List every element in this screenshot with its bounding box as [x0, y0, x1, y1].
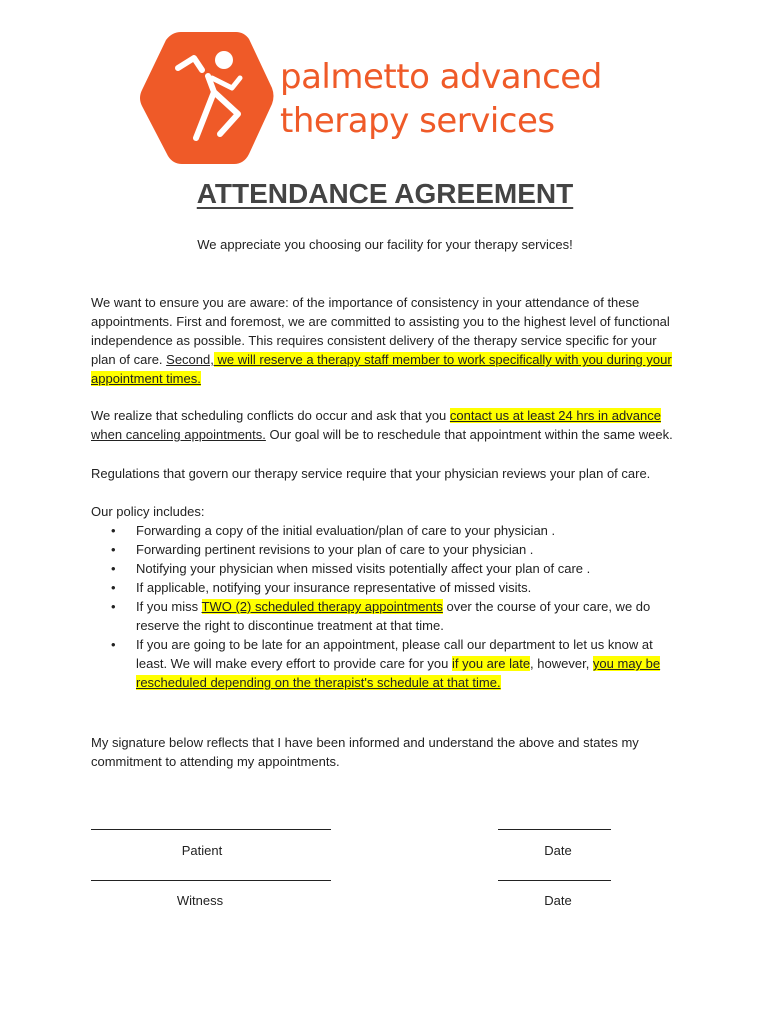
- policy-item-highlight: if you are late: [452, 656, 531, 671]
- policy-item-text: Notifying your physician when missed visits potentially affect your plan of care .: [136, 561, 591, 576]
- date-label-1: Date: [544, 843, 572, 858]
- para1-second-label: Second,: [166, 352, 214, 367]
- policy-heading: Our policy includes:: [91, 504, 205, 519]
- witness-date-line[interactable]: [498, 880, 611, 881]
- policy-item-text: Forwarding pertinent revisions to your plan of care to your physician .: [136, 542, 534, 557]
- policy-item-highlight: TWO (2) scheduled therapy appointments: [201, 599, 443, 614]
- list-item: [91, 540, 681, 559]
- para1-text: We want to ensure you are aware: of the importance of consistency in your attendance of these appointments. First and foremost, we are committed to assisting you to the highest level of functional independence as possible. This requires consistent delivery of the therapy service specific for your plan of care.: [91, 295, 670, 367]
- patient-signature-line[interactable]: [91, 829, 331, 830]
- bullet-icon: •: [111, 599, 116, 614]
- bullet-icon: •: [111, 542, 116, 557]
- para2-text-b: Our goal will be to reschedule that appointment within the same week.: [265, 427, 673, 442]
- list-item: [91, 578, 681, 597]
- intro-text: We appreciate you choosing our facility for your therapy services!: [197, 237, 573, 252]
- logo-line-2: therapy services: [280, 101, 555, 141]
- policy-list: [91, 521, 681, 692]
- policy-item-text: Forwarding a copy of the initial evaluation/plan of care to your physician .: [136, 523, 556, 538]
- policy-item-text: If you are going to be late for an appointment, please call our department to let us know at least. We will make every effort to provide care for you: [136, 637, 653, 671]
- list-item: [91, 521, 681, 540]
- paragraph-regulations: Regulations that govern our therapy service require that your physician reviews your plan of care.: [91, 466, 651, 481]
- patient-date-line[interactable]: [498, 829, 611, 830]
- policy-item-text: , however,: [530, 656, 593, 671]
- bullet-icon: •: [111, 523, 116, 538]
- patient-label: Patient: [181, 843, 223, 858]
- list-item: [91, 597, 681, 635]
- bullet-icon: •: [111, 561, 116, 576]
- policy-item-text: over the course of your care, we do reserve the right to discontinue treatment at that time.: [136, 599, 651, 633]
- para1-highlight: we will reserve a therapy staff member to work specifically with you during your appointment times.: [91, 352, 672, 386]
- bullet-icon: •: [111, 580, 116, 595]
- bullet-icon: •: [111, 637, 116, 652]
- logo-wordmark: [280, 55, 602, 143]
- para2-text-a: We realize that scheduling conflicts do occur and ask that you: [91, 408, 450, 423]
- policy-section: [91, 502, 681, 692]
- policy-item-text: If you miss: [136, 599, 202, 614]
- list-item: [91, 559, 681, 578]
- list-item: [91, 635, 681, 692]
- company-logo: [136, 30, 636, 175]
- date-label-2: Date: [544, 893, 572, 908]
- page-title: ATTENDANCE AGREEMENT: [196, 178, 574, 209]
- policy-item-highlight: you may be rescheduled depending on the therapist's schedule at that time.: [136, 656, 661, 690]
- para2-highlight: contact us at least 24 hrs in advance: [449, 408, 661, 423]
- para2-underlined: when canceling appointments.: [91, 427, 266, 442]
- logo-line-1: palmetto advanced: [280, 57, 602, 97]
- paragraph-commitment: [91, 293, 681, 388]
- witness-signature-line[interactable]: [91, 880, 331, 881]
- witness-label: Witness: [176, 893, 224, 908]
- signature-statement: My signature below reflects that I have been informed and understand the above and states my commitment to attending my appointments.: [91, 735, 639, 769]
- runner-logo-icon: [136, 30, 276, 170]
- paragraph-cancellation: [91, 406, 681, 444]
- policy-item-text: If applicable, notifying your insurance representative of missed visits.: [136, 580, 532, 595]
